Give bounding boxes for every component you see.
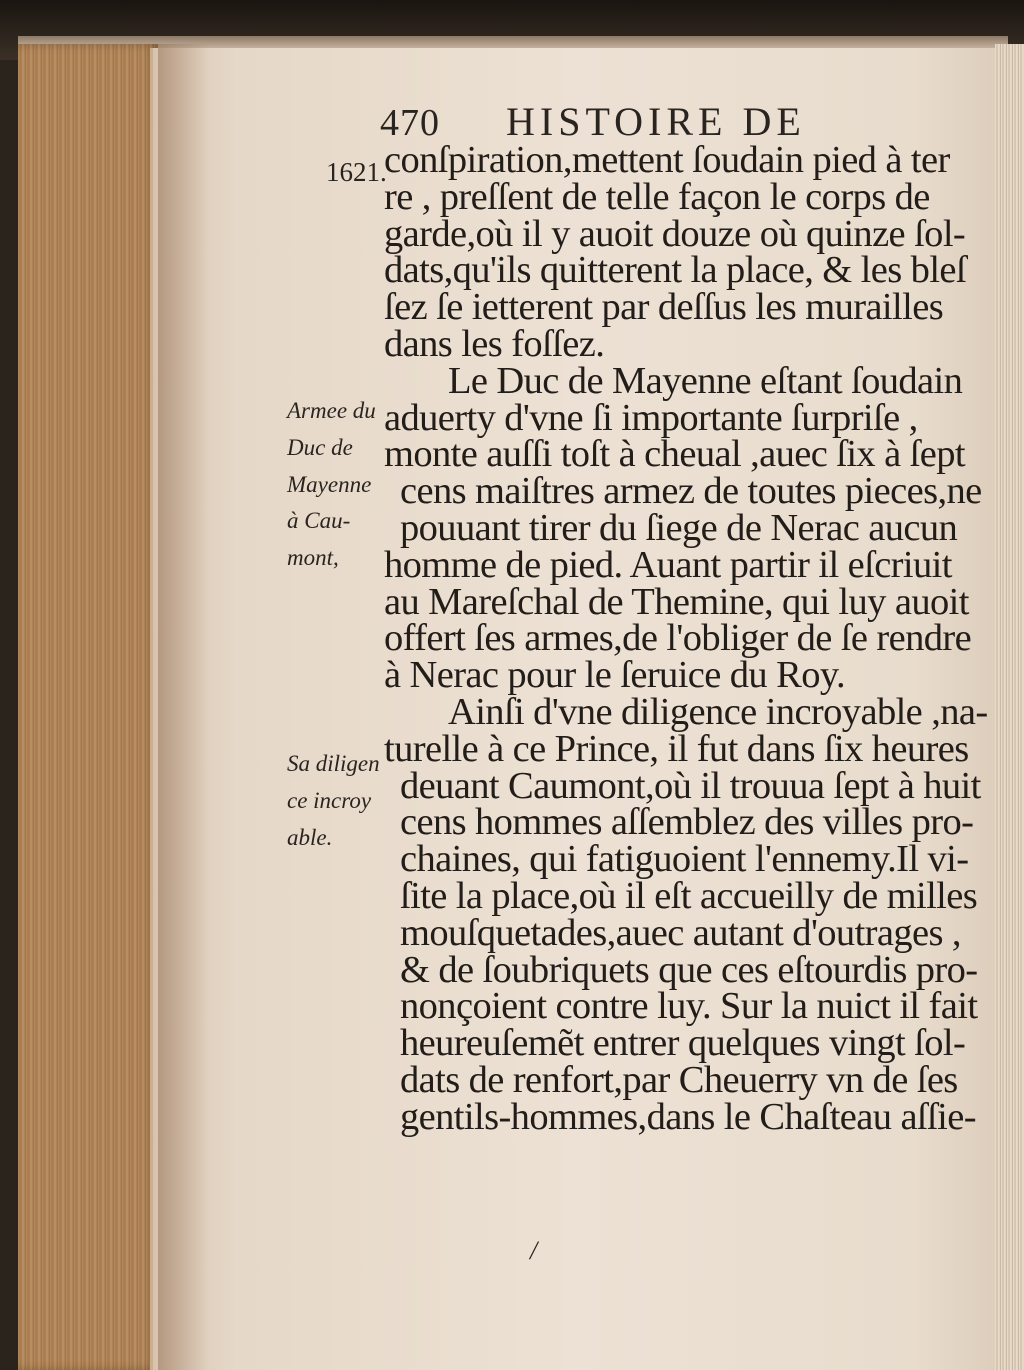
text-line: homme de pied. Auant partir il eſcriuit: [384, 543, 952, 586]
margin-note-armee: [287, 393, 397, 577]
text-line: & de ſoubriquets que ces eſtourdis pro-: [400, 948, 978, 991]
text-line: mouſquetades,auec autant d'outrages ,: [400, 911, 961, 954]
running-title: HISTOIRE DE: [506, 99, 806, 144]
text-line: offert ſes armes,de l'obliger de ſe rendre: [384, 617, 972, 660]
text-line: re , preſſent de telle façon le corps de: [384, 175, 930, 218]
margin-note-line: Mayenne: [287, 471, 372, 497]
margin-note-line: mont,: [287, 545, 339, 571]
text-line: cens maiſtres armez de toutes pieces,ne: [400, 470, 982, 513]
book-right-edge: [995, 44, 1024, 1370]
text-line: turelle à ce Prince, il fut dans ſix heures: [384, 727, 969, 770]
text-line: deuant Caumont,où il trouua ſept à huit: [400, 764, 981, 807]
text-line: heureuſemẽt entrer quelques vingt ſol-: [400, 1022, 966, 1065]
margin-note-diligence: [287, 746, 397, 856]
text-line: au Mareſchal de Themine, qui luy auoit: [384, 580, 969, 623]
text-line: ſite la place,où il eſt accueilly de milles: [400, 874, 978, 917]
text-line: nonçoient contre luy. Sur la nuict il fait: [400, 985, 978, 1028]
text-line: chaines, qui fatiguoient l'ennemy.Il vi-: [400, 838, 969, 881]
margin-note-line: Duc de: [287, 434, 353, 460]
stray-mark: /: [530, 1236, 538, 1265]
text-line: pouuant tirer du ſiege de Nerac aucun: [400, 506, 958, 549]
book-fore-edge: [18, 44, 158, 1370]
year-marginal: 1621.: [326, 157, 387, 187]
body-text: [384, 139, 999, 1138]
page-shadow: [158, 44, 208, 1370]
margin-note-line: Sa diligen: [287, 751, 380, 776]
text-line: gentils-hommes,dans le Chaſteau aſſie-: [400, 1095, 976, 1138]
margin-note-line: able.: [287, 824, 333, 850]
page-number: 470: [380, 102, 440, 144]
text-line: à Nerac pour le ſeruice du Roy.: [384, 654, 846, 697]
text-line: ſez ſe ietterent par deſſus les murailles: [384, 286, 944, 329]
margin-note-line: ce incroy: [287, 787, 372, 813]
text-line: Ainſi d'vne diligence incroyable ,na-: [448, 690, 988, 733]
text-line: aduerty d'vne ſi importante ſurpriſe ,: [384, 396, 918, 439]
margin-note-line: à Cau-: [287, 508, 351, 534]
text-line: dats,qu'ils quitterent la place, & les bleſ: [384, 249, 967, 292]
text-line: dats de renfort,par Cheuerry vn de ſes: [400, 1058, 958, 1101]
text-line: dans les foſſez.: [384, 322, 605, 365]
text-line: Le Duc de Mayenne eſtant ſoudain: [448, 359, 963, 402]
text-line: monte auſſi toſt à cheual ,auec ſix à ſept: [384, 433, 965, 476]
margin-note-line: Armee du: [287, 398, 376, 423]
text-line: garde,où il y auoit douze où quinze ſol-: [384, 212, 966, 255]
text-line: conſpiration,mettent ſoudain pied à ter: [384, 139, 950, 181]
text-line: cens hommes aſſemblez des villes pro-: [400, 801, 974, 844]
